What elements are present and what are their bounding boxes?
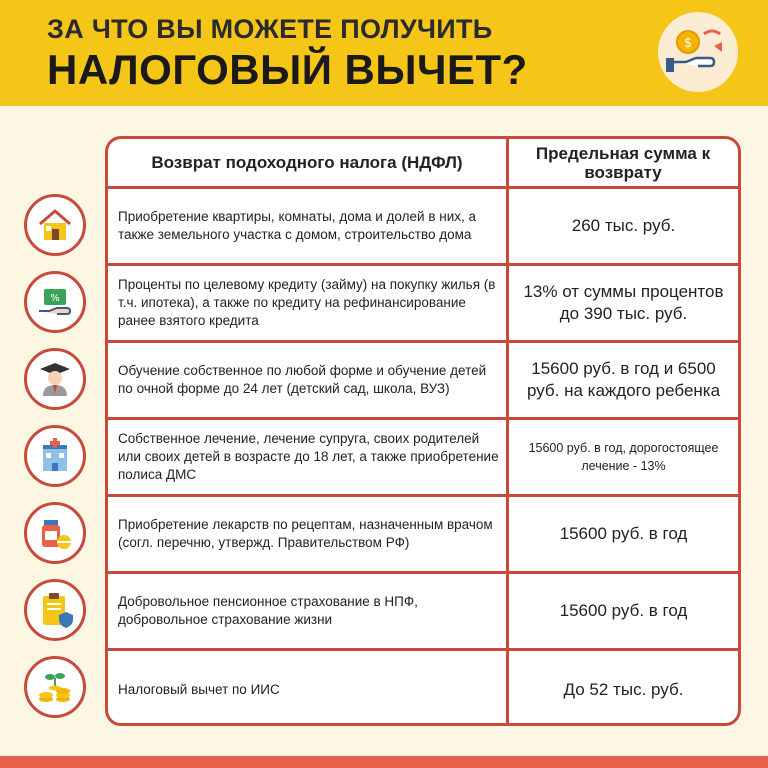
medicine-icon [24, 502, 86, 564]
svg-text:%: % [50, 293, 60, 304]
page-title-line1: ЗА ЧТО ВЫ МОЖЕТЕ ПОЛУЧИТЬ [47, 14, 493, 44]
table-row [108, 420, 738, 497]
credit-hand-icon [24, 271, 86, 333]
row-amount: 15600 руб. в год и 6500 руб. на каждого ребенка [526, 359, 721, 400]
row-description: Обучение собственное по любой форме и обучение детей по очной форме до 24 лет (детский сад, школа, ВУЗ) [118, 363, 487, 396]
money-hand-icon [658, 12, 738, 92]
row-amount: 260 тыс. руб. [571, 216, 676, 235]
row-description: Приобретение квартиры, комнаты, дома и долей в них, а также земельного участка с домом, строительство дома [118, 209, 477, 242]
table-row [108, 574, 738, 651]
table-row [108, 189, 738, 266]
row-amount: 13% от суммы процентов до 390 тыс. руб. [523, 282, 724, 323]
row-amount: 15600 руб. в год [559, 524, 688, 543]
page-title-line2: НАЛОГОВЫЙ ВЫЧЕТ? [47, 46, 528, 93]
bottom-accent-bar [0, 756, 768, 768]
column-header-amount: Предельная сумма к возврату [535, 143, 711, 182]
row-description: Налоговый вычет по ИИС [118, 682, 280, 697]
tax-deduction-table [105, 136, 741, 726]
table-row [108, 266, 738, 343]
row-amount: 15600 руб. в год [559, 601, 688, 620]
column-header-category: Возврат подоходного налога (НДФЛ) [151, 152, 463, 172]
row-description: Проценты по целевому кредиту (займу) на покупку жилья (в т.ч. ипотека), а также по кредиту на рефинансирование ранее взятого кредита [118, 277, 496, 328]
coins-plant-icon [24, 656, 86, 718]
svg-text:$: $ [683, 36, 693, 51]
row-description: Добровольное пенсионное страхование в НПФ, добровольное страхование жизни [118, 594, 418, 627]
table-header [108, 139, 738, 189]
graduate-icon [24, 348, 86, 410]
insurance-clipboard-icon [24, 579, 86, 641]
table-row [108, 497, 738, 574]
hospital-icon [24, 425, 86, 487]
table-row [108, 651, 738, 726]
row-description: Приобретение лекарств по рецептам, назначенным врачом (согл. перечню, утвержд. Правительством РФ) [118, 517, 493, 550]
row-description: Собственное лечение, лечение супруга, своих родителей или своих детей в возрасте до 18 лет, а также приобретение полиса ДМС [118, 431, 499, 482]
house-icon [24, 194, 86, 256]
header-banner [0, 0, 768, 106]
table-row [108, 343, 738, 420]
row-amount: До 52 тыс. руб. [563, 680, 684, 699]
row-amount: 15600 руб. в год, дорогостоящее лечение - 13% [528, 441, 719, 473]
